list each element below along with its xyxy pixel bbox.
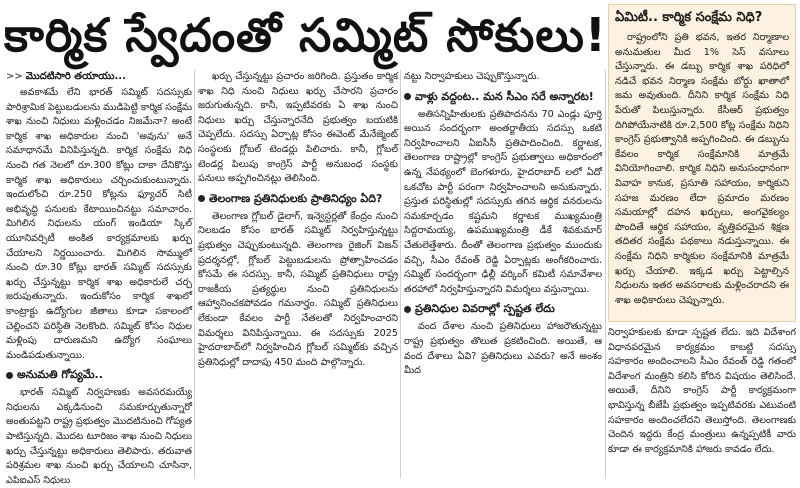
subheading-text: వాళ్లు వద్దంట.. మన సీఎం సరే అన్నారట!: [415, 89, 594, 103]
sidebar-paragraph: రాష్ట్రంలోని ప్రతి భవన, ఇతర నిర్మాణాల అనుమతుల మీద 1% సెస్ వసూలు చేస్తున్నారు. ఈ డబ్బు కార్మిక శాఖ పరిధిలో నడిచే భవన నిర్మాణ సంక్షేమ బోర్డు ఖాతాలో జమ అవుతుంది. దీనిని కార్మిక సంక్షేమ నిధి పేరుతో పిలుస్తున్నారు. కేసీఆర్ ప్రభుత్వం దిగిపోయేనాటికి రూ.2,500 కోట్ల సంక్షేమ నిధిని కాంగ్రెస్ ప్రభుత్వానికి అప్పగించింది. ఈ డబ్బును కేవలం కార్మిక సంక్షేమానికి మాత్రమే వినియోగించాలి. కార్మిక నిధిని అనుసంధానంగా వివాహ కానుక, ప్రసూతి సహాయం, కార్మికుని సహజ మరణం లేదా ప్రమాదం మరణం సమయాల్లో దహన ఖర్చులు, అంగవైకల్యం పొందితే ఆర్థిక సహాయం, వృత్తిపరమైన శిక్షణ తదితర సంక్షేమ పథకాలు నడుస్తున్నాయి. ఈ సంక్షేమ నిధిని కార్మికుల సంక్షేమానికి మాత్రమే ఖర్చు చేయాలి. ఇక్కడ ఖర్చు పెట్టాల్సిన నిధులను ఇతర అవసరాలకు మళ్లించరాదని ఈ శాఖ అధికారులు చెప్పున్నారు.: [615, 32, 789, 306]
subheading: [404, 89, 602, 105]
subheading: [198, 191, 398, 207]
subheading: [404, 301, 602, 317]
article-column-3: [404, 70, 602, 478]
article-column-2: [198, 70, 398, 478]
article-column-1: [6, 70, 192, 486]
kicker-arrows-icon: >>: [6, 71, 23, 82]
paragraph: ఖర్చు చేస్తున్నట్టు ప్రచారం జరిగింది. ప్రస్తుతం కార్మిక శాఖ నిధి నుంచి నిధులు ఖర్చు చేసారని ప్రచారం జరుగుతున్నది. కానీ, ఇప్పటివరకు ఏ శాఖ నుంచి నిధులు ఖర్చు చేస్తున్నారనేది ప్రభుత్వం బయటికి చెప్పలేదు. సదస్సు ఏర్పాట్ల కోసం ఈవెంట్ మేనేజ్మెంట్ సంస్థలకు గ్లోబల్ టెండర్లు పిలిచారు. కానీ, గ్లోబల్ టెండర్ల పిలుపు కాంగ్రెస్ పార్టీ అనుబంధ సంస్థకు పనులు అప్పగించినట్లు తెలిసింది.: [198, 71, 398, 185]
subheading: [6, 367, 192, 383]
column-divider: [194, 70, 195, 478]
paragraph: వంద దేశాల నుంచి ప్రతినిధులు హాజరౌతున్నట్టు రాష్ట్ర ప్రభుత్వం తొలుత ప్రకటించింది. అయితే, ఆ వంద దేశాలు ఏవి? ప్రతినిధులు ఎవరు? అనే అంశం మీద: [404, 321, 602, 377]
bullet-icon: [198, 195, 205, 202]
bullet-icon: [404, 93, 411, 100]
bullet-icon: [6, 372, 13, 379]
column-divider: [400, 70, 401, 478]
sidebar-title: ఏమిటీ.. కార్మిక సంక్షేమ నిధి?: [615, 10, 763, 25]
headline: కార్మిక స్వేదంతో సమ్మిట్ సోకులు!: [4, 8, 607, 62]
subheading-text: అనుమతి గోప్యమే..: [17, 368, 103, 382]
paragraph: తెలంగాణ గ్లోబల్ డైలాగ్, ఇన్వెస్టర్లతో కేంద్రం నుంచి నిలబడం కోసం భారత్ సమ్మిట్ నిర్వహిస్తున్నట్టు ప్రభుత్వం చెప్పుకుంటున్నది. తెలంగాణ రైజింగ్ విజన్ ప్రదర్శనల్లో, గ్లోబల్ పెట్టుబడులను ప్రోత్సాహించడం కోసమే ఈ సదస్సు. కానీ, సమ్మిట్ ప్రతినిధులు రాష్ట్ర రాజకీయ ప్రత్యర్థుల నుంచి ప్రతినిధులను ఆహ్వానించకపోవడం గమనార్హం. సమ్మిట్ ప్రతినిధులు లేకుండా కేవలం పార్టీ నేతలతో నిర్వహించారని విమర్శలు వినిపిస్తున్నాయి. ఈ సదస్సుకు 2025 హైదరాబాద్‌లో నిర్వహించిన గ్లోబల్ సమ్మిట్‌కు వచ్చిన ప్రతినిధుల్లో దాదాపు 450 మంది పాల్గొన్నారు.: [198, 210, 398, 368]
paragraph: నిర్వాహకులకు కూడా స్పష్టత లేదు. ఇది విదేశాంగ విధానపరమైన కార్యక్రమం కాబట్టి సదస్సు సహకారం అందించాలని సీఎం రేవంత్ రెడ్డి గతంలో విదేశాంగ మంత్రిని కలిసి కోరిన విషయం తెలిసిందే. అయితే, దీనిని కాంగ్రెస్ పార్టీ కార్యక్రమంగా భావిస్తున్న బీజేపీ ప్రభుత్వం ఇప్పటివరకు ఎటువంటి సహకారం అందించలేదని తెలుస్తోంది. తెలంగాణకు చెందిన ఇద్దరు కేంద్ర మంత్రులు ఉన్నప్పటికీ వారు కూడా ఈ కార్యక్రమానికి హాజరు కావడం లేదు.: [608, 327, 796, 455]
subheading-text: ప్రతినిధుల వివరాల్లో స్పష్టత లేదు: [415, 302, 555, 316]
bullet-icon: [404, 306, 411, 313]
paragraph: అవకాశమే లేని భారత్ సమ్మిట్ సదస్సుకు పారిశ్రామిక పెట్టుబడులను ముడిపెట్టి కార్మిక సంక్షేమ శాఖ నుంచి నిధులు మళ్లించడం నిజమేనా? అంటే కార్మిక శాఖ అధికారుల నుంచి 'అవును' అనే సమాధానమే వినిపిస్తున్నది. కార్మిక సంక్షేమ నిధి నుంచి గత నెలలో రూ.300 కోట్లు దాకా దేనికొస్తు కార్మిక శాఖ అధికారులు చర్చించుకుంటున్నారు. ఇందులోంచి రూ.250 కోట్లను ఫ్యూచర్ సిటీ అభివృద్ధి పనులకు కేటాయించినట్టు సమాచారం. మిగిలిన నిధులను యంగ్ ఇండియా స్కిల్ యూనివర్సిటీ అంకిత కార్యక్రమాలకు ఖర్చు చేయాలని నిర్ణయించారు. మిగిలిన సొమ్ములో నుంచి రూ.30 కోట్లు భారత్ సమ్మిట్ సదస్సుకు ఖర్చు చేస్తున్నట్టు కార్మిక శాఖ అధికారులే చర్చ జరుపుతున్నారు. ఇందుకోసం కార్మిక శాఖలో కాంట్రాక్టు ఉద్యోగుల జీతాలు కూడా సకాలంలో చెల్లించని పరిస్థితి నెలకొంది. సమ్మిట్ కోసం నిధుల మళ్లింపు దారుణమని ఉద్యోగ సంఘాలు మండిపడుతున్నాయి.: [6, 87, 192, 361]
subheading-text: తెలంగాణ ప్రతినిధులకు ప్రాతినిధ్యం ఏది?: [209, 191, 383, 205]
paragraph: నట్టు నిర్వాహకులు చెప్పుకొస్తున్నారు.: [404, 71, 540, 82]
paragraph: అతిసన్నిహితులకు ప్రతిపాదనను 70 ఎండ్లు పూర్తి అయిన సందర్భంగా అంతర్జాతీయ సదస్సు ఒకటి నిర్వహించాలని ఏఐసీసీ ప్రతిపాదించింది. కర్ణాటక, తెలంగాణ రాష్ట్రాల్లో కాంగ్రెస్ ప్రభుత్వాలు అధికారంలో ఉన్న నేపథ్యంలో బెంగళూరు, హైదరాబాద్ లలో ఏదో ఒకచోట పార్టీ పరంగా నిర్వహించాలని అనుకున్నారు. ప్రస్తుత పరిస్థితుల్లో సదస్సుకు తగిన ఆర్థిక వనరులను సమకూర్చడం కష్టమని కర్ణాటక ముఖ్యమంత్రి సిద్దరామయ్య, ఉపముఖ్యమంత్రి డీకే శివకుమార్ చేతులెత్తేశారు. దీంతో తెలంగాణ ప్రభుత్వం ముందుకు వచ్చి, సీఎం రేవంత్ రెడ్డి ఏర్పాట్లకు అంగీకరించారు. సమ్మిట్ సందర్భంగా ఢిల్లీ వర్కింగ్ కమిటీ సమావేశాల తరహాలో నిర్వహిస్తున్నారని విమర్శలు వస్తున్నాయి.: [404, 108, 602, 295]
column-divider: [605, 70, 606, 478]
article-column-4: [608, 326, 796, 478]
kicker-text: మొదటిసారి తయాయు...: [25, 71, 126, 82]
paragraph: భారత్ సమ్మిట్ నిర్వహణకు అవసరమయ్యే నిధులను ఎక్కడినుంచి సమకూర్చుతున్నారో అంతుపట్టని రాష్ట్ర ప్రభుత్వం మొదటినుంచి గోప్యత పాటిస్తున్నది. మొదట టూరిజం శాఖ నుంచి నిధులు ఖర్చు చేస్తున్నట్టు అధికారులు తెలిపారు. తరువాత పరిశ్రమల శాఖ నుంచి ఖర్చు చేయాలని చూసినా, ఎపిఐఎస్ నిధులు: [6, 387, 192, 486]
sidebar-box: [608, 4, 796, 322]
kicker: [6, 70, 192, 84]
